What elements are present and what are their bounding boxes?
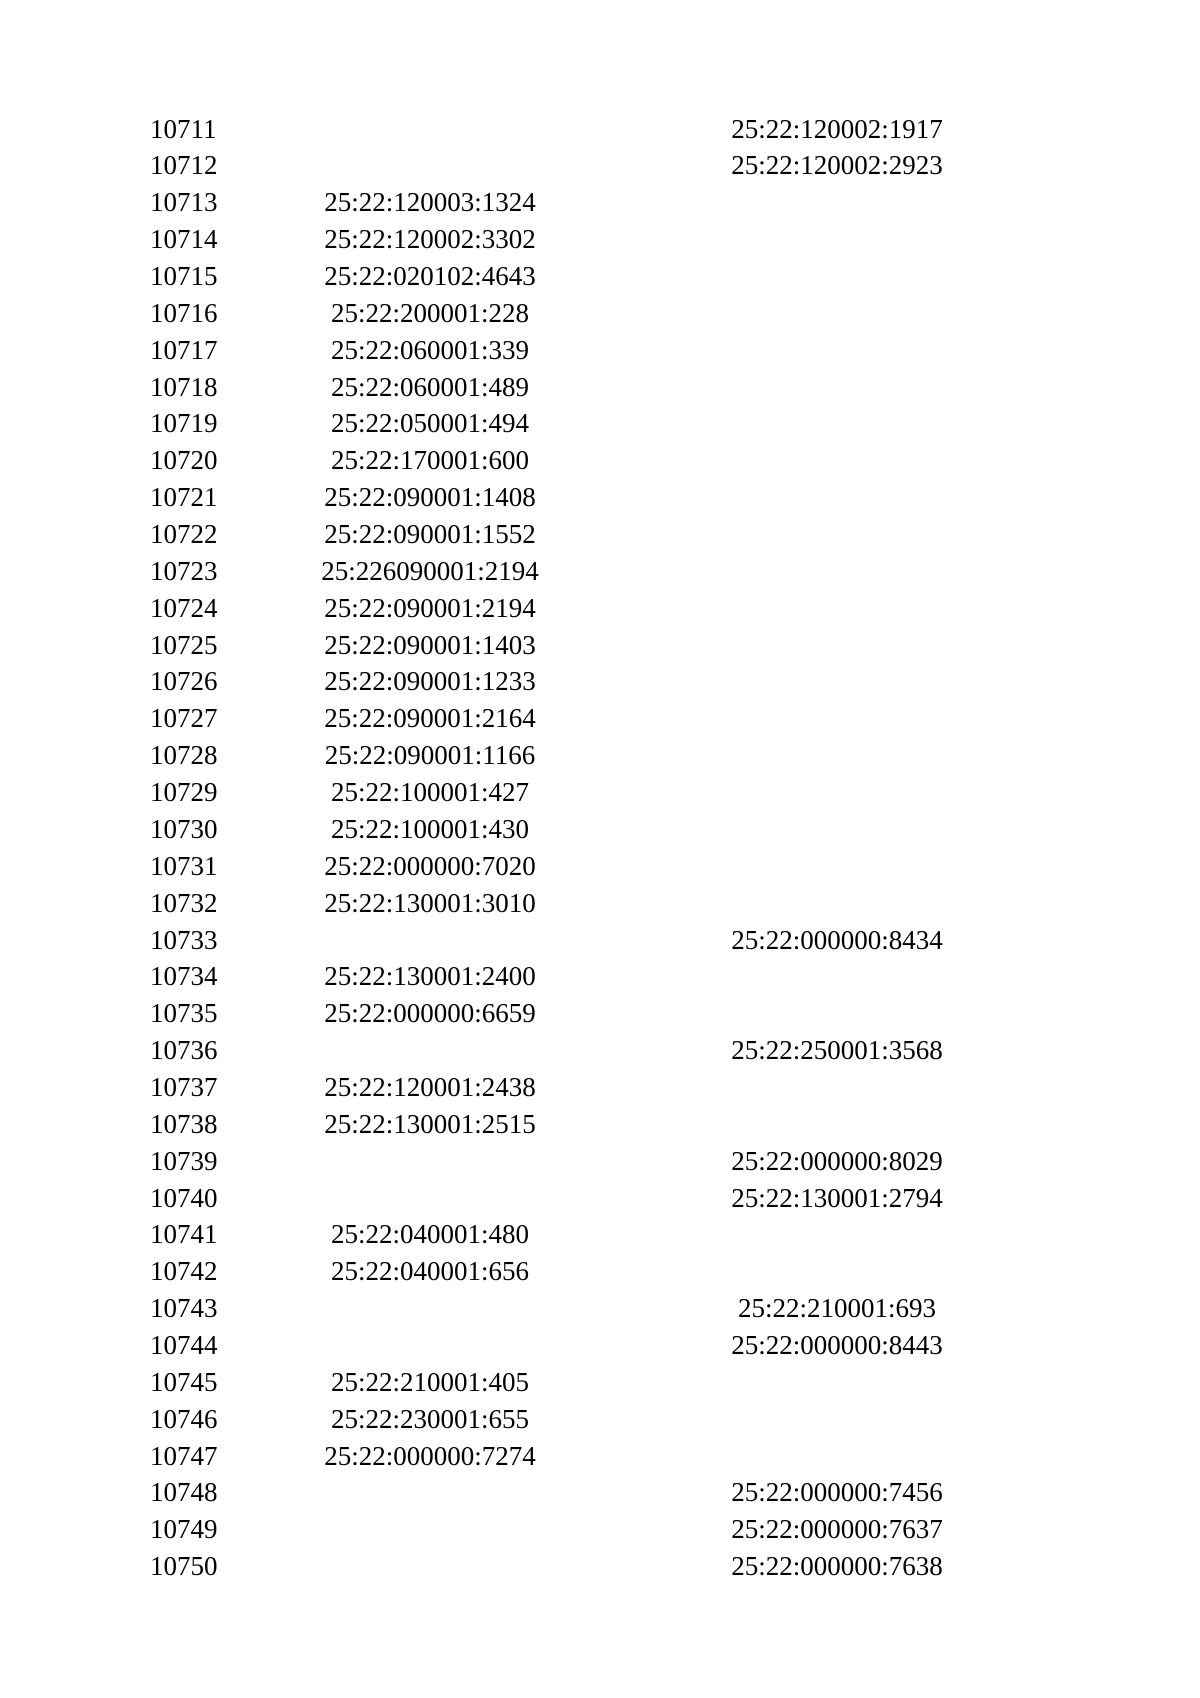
list-row	[0, 811, 1200, 848]
list-row	[0, 1032, 1200, 1069]
cadastral-number-primary: 25:22:090001:1408	[324, 482, 536, 513]
list-row	[0, 590, 1200, 627]
cadastral-number-primary: 25:22:130001:2515	[324, 1108, 536, 1139]
row-number: 10743	[150, 1293, 218, 1324]
cadastral-number-primary: 25:22:200001:228	[330, 297, 529, 328]
row-number: 10718	[150, 371, 218, 402]
list-row	[0, 1438, 1200, 1475]
cadastral-number-secondary: 25:22:250001:3568	[731, 1035, 943, 1066]
list-row	[0, 221, 1200, 258]
row-number: 10741	[150, 1219, 218, 1250]
list-row	[0, 1253, 1200, 1290]
list-row	[0, 1180, 1200, 1217]
list-row	[0, 184, 1200, 221]
cadastral-number-secondary: 25:22:000000:8443	[731, 1329, 943, 1360]
row-number: 10724	[150, 592, 218, 623]
list-row	[0, 479, 1200, 516]
row-number: 10744	[150, 1329, 218, 1360]
cadastral-number-primary: 25:22:120003:1324	[324, 187, 536, 218]
list-row	[0, 737, 1200, 774]
cadastral-number-secondary: 25:22:000000:7638	[731, 1551, 943, 1582]
cadastral-number-primary: 25:22:090001:1233	[324, 666, 536, 697]
list-row	[0, 553, 1200, 590]
cadastral-number-primary: 25:22:120002:3302	[324, 224, 536, 255]
cadastral-number-primary: 25:22:230001:655	[330, 1403, 529, 1434]
list-row	[0, 885, 1200, 922]
cadastral-number-primary: 25:22:100001:430	[330, 813, 529, 844]
row-number: 10733	[150, 924, 218, 955]
row-number: 10747	[150, 1440, 218, 1471]
cadastral-number-secondary: 25:22:000000:7637	[731, 1514, 943, 1545]
row-number: 10740	[150, 1182, 218, 1213]
cadastral-number-secondary: 25:22:120002:1917	[731, 113, 943, 144]
cadastral-number-primary: 25:22:000000:6659	[324, 998, 536, 1029]
row-number: 10737	[150, 1071, 218, 1102]
cadastral-number-primary: 25:22:090001:1552	[324, 519, 536, 550]
list-row	[0, 405, 1200, 442]
cadastral-number-primary: 25:22:040001:480	[330, 1219, 529, 1250]
cadastral-number-primary: 25:22:090001:1403	[324, 629, 536, 660]
row-number: 10720	[150, 445, 218, 476]
list-row	[0, 1290, 1200, 1327]
row-number: 10721	[150, 482, 218, 513]
cadastral-number-primary: 25:22:090001:1166	[324, 740, 536, 771]
cadastral-number-list	[0, 111, 1200, 1585]
row-number: 10738	[150, 1108, 218, 1139]
row-number: 10725	[150, 629, 218, 660]
list-row	[0, 258, 1200, 295]
row-number: 10714	[150, 224, 218, 255]
list-row	[0, 1364, 1200, 1401]
list-row	[0, 111, 1200, 148]
cadastral-number-primary: 25:22:090001:2194	[324, 592, 536, 623]
list-row	[0, 1474, 1200, 1511]
row-number: 10719	[150, 408, 218, 439]
row-number: 10711	[150, 113, 217, 144]
list-row	[0, 922, 1200, 959]
row-number: 10750	[150, 1551, 218, 1582]
cadastral-number-primary: 25:22:120001:2438	[324, 1071, 536, 1102]
cadastral-number-primary: 25:22:000000:7274	[324, 1440, 536, 1471]
list-row	[0, 1327, 1200, 1364]
cadastral-number-primary: 25:22:170001:600	[330, 445, 529, 476]
list-row	[0, 663, 1200, 700]
list-row	[0, 1401, 1200, 1438]
cadastral-number-secondary: 25:22:130001:2794	[731, 1182, 943, 1213]
row-number: 10736	[150, 1035, 218, 1066]
list-row	[0, 627, 1200, 664]
row-number: 10726	[150, 666, 218, 697]
cadastral-number-primary: 25:22:090001:2164	[324, 703, 536, 734]
list-row	[0, 774, 1200, 811]
row-number: 10739	[150, 1145, 218, 1176]
cadastral-number-primary: 25:22:060001:489	[330, 371, 529, 402]
cadastral-number-secondary: 25:22:120002:2923	[731, 150, 943, 181]
cadastral-number-primary: 25:22:210001:405	[330, 1366, 529, 1397]
row-number: 10729	[150, 777, 218, 808]
row-number: 10749	[150, 1514, 218, 1545]
list-row	[0, 332, 1200, 369]
row-number: 10728	[150, 740, 218, 771]
list-row	[0, 1216, 1200, 1253]
list-row	[0, 1511, 1200, 1548]
list-row	[0, 995, 1200, 1032]
row-number: 10713	[150, 187, 218, 218]
list-row	[0, 1548, 1200, 1585]
cadastral-number-primary: 25:22:100001:427	[330, 777, 529, 808]
row-number: 10732	[150, 887, 218, 918]
row-number: 10716	[150, 297, 218, 328]
cadastral-number-secondary: 25:22:000000:7456	[731, 1477, 943, 1508]
cadastral-number-primary: 25:22:020102:4643	[324, 261, 536, 292]
list-row	[0, 848, 1200, 885]
row-number: 10722	[150, 519, 218, 550]
row-number: 10746	[150, 1403, 218, 1434]
row-number: 10727	[150, 703, 218, 734]
row-number: 10715	[150, 261, 218, 292]
cadastral-number-primary: 25:22:130001:3010	[324, 887, 536, 918]
list-row	[0, 442, 1200, 479]
row-number: 10730	[150, 813, 218, 844]
list-row	[0, 958, 1200, 995]
cadastral-number-primary: 25:22:060001:339	[330, 334, 529, 365]
row-number: 10735	[150, 998, 218, 1029]
row-number: 10742	[150, 1256, 218, 1287]
row-number: 10745	[150, 1366, 218, 1397]
list-row	[0, 1106, 1200, 1143]
list-row	[0, 516, 1200, 553]
row-number: 10731	[150, 850, 218, 881]
cadastral-number-primary: 25:22:050001:494	[330, 408, 529, 439]
row-number: 10717	[150, 334, 218, 365]
list-row	[0, 1143, 1200, 1180]
cadastral-number-primary: 25:22:130001:2400	[324, 961, 536, 992]
list-row	[0, 700, 1200, 737]
list-row	[0, 1069, 1200, 1106]
row-number: 10734	[150, 961, 218, 992]
cadastral-number-secondary: 25:22:000000:8029	[731, 1145, 943, 1176]
list-row	[0, 147, 1200, 184]
cadastral-number-secondary: 25:22:000000:8434	[731, 924, 943, 955]
cadastral-number-primary: 25:226090001:2194	[321, 555, 539, 586]
row-number: 10723	[150, 555, 218, 586]
list-row	[0, 295, 1200, 332]
cadastral-number-primary: 25:22:000000:7020	[324, 850, 536, 881]
row-number: 10712	[150, 150, 218, 181]
cadastral-number-primary: 25:22:040001:656	[330, 1256, 529, 1287]
row-number: 10748	[150, 1477, 218, 1508]
list-row	[0, 369, 1200, 406]
cadastral-number-secondary: 25:22:210001:693	[737, 1293, 936, 1324]
